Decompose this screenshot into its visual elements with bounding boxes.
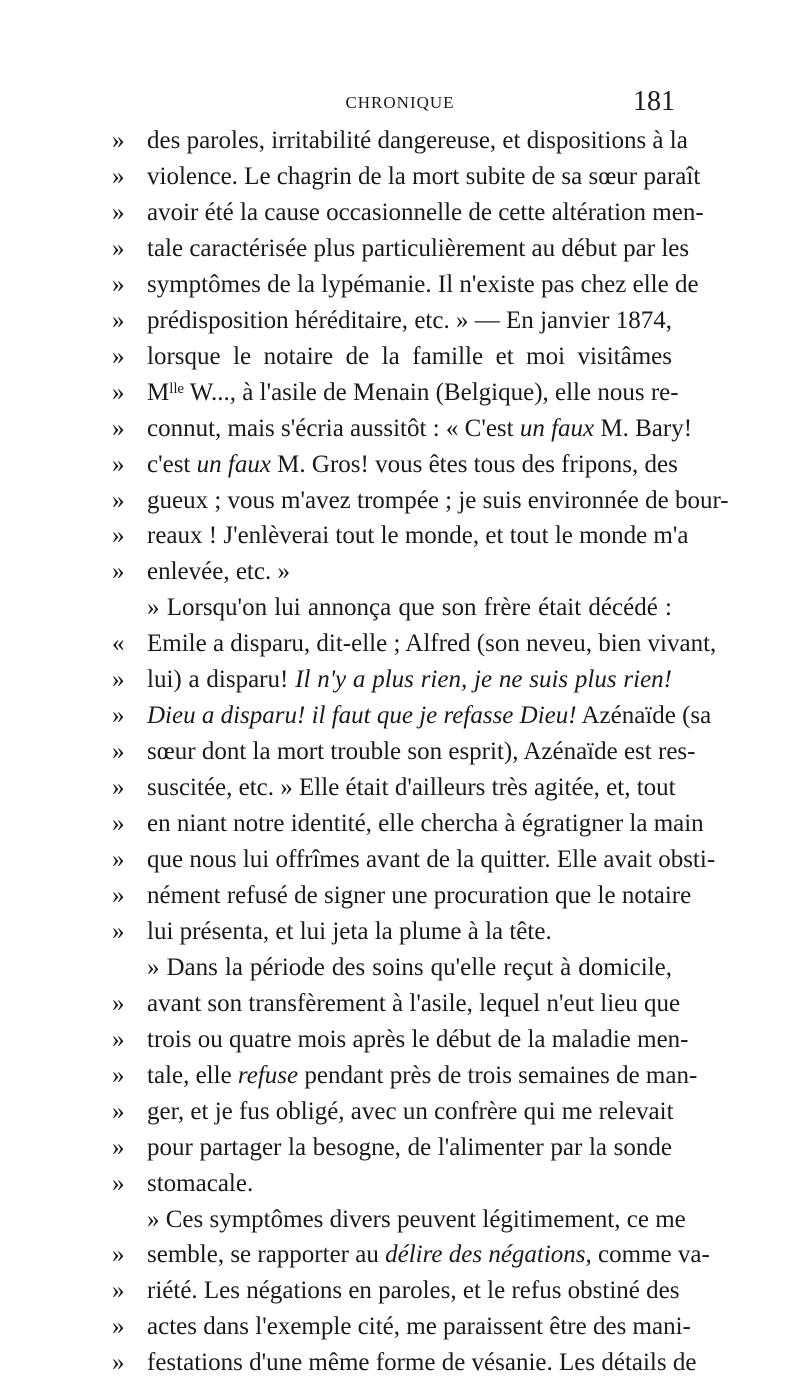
line-text bbox=[147, 1346, 696, 1380]
line-text bbox=[147, 412, 692, 446]
line-text bbox=[147, 735, 695, 769]
text-run: prédisposition héréditaire, etc. » — En janvier 1874, bbox=[147, 306, 672, 334]
text-line bbox=[112, 879, 692, 913]
text-line bbox=[112, 340, 672, 374]
text-line bbox=[112, 232, 690, 266]
running-header: CHRONIQUE bbox=[345, 93, 455, 112]
text-run: stomacale. bbox=[147, 1169, 254, 1197]
quote-marker: » bbox=[112, 378, 125, 406]
quote-marker: » bbox=[112, 1313, 125, 1341]
quote-marker: » bbox=[112, 1277, 125, 1305]
text-line bbox=[112, 1023, 689, 1057]
text-run: c'est bbox=[147, 450, 197, 478]
text-run: avant son transfèrement à l'asile, lequel n'eut lieu que bbox=[147, 989, 681, 1017]
text-run: actes dans l'exemple cité, me paraissent être des mani- bbox=[147, 1313, 691, 1341]
italic-run: Il n'y a plus rien, je ne suis plus rien! bbox=[295, 666, 672, 694]
line-text bbox=[147, 663, 672, 697]
italic-run: refuse bbox=[237, 1061, 299, 1089]
quote-marker: » bbox=[112, 738, 125, 766]
text-run: enlevée, etc. » bbox=[147, 558, 290, 586]
quote-marker: » bbox=[112, 342, 125, 370]
line-text bbox=[147, 987, 680, 1021]
text-run: violence. Le chagrin de la mort subite de sa sœur paraît bbox=[147, 162, 701, 190]
quote-marker: » bbox=[112, 127, 125, 154]
quote-marker: » bbox=[112, 1241, 125, 1269]
text-line bbox=[112, 771, 676, 805]
quote-marker: » bbox=[112, 1061, 125, 1089]
line-text bbox=[147, 699, 711, 733]
text-line bbox=[112, 1059, 698, 1093]
text-run: » Dans la période des soins qu'elle reçut à domicile, bbox=[147, 953, 672, 981]
quote-marker: » bbox=[112, 522, 125, 550]
text-run: que nous lui offrîmes avant de la quitter. Elle avait obsti- bbox=[147, 846, 716, 873]
text-line bbox=[112, 268, 699, 302]
text-run: tale caractérisée plus particulièrement au début par les bbox=[147, 234, 690, 262]
line-text bbox=[147, 160, 700, 194]
italic-run: un faux bbox=[519, 414, 595, 442]
line-text bbox=[147, 915, 672, 949]
line-text bbox=[147, 555, 672, 589]
text-line bbox=[112, 555, 672, 589]
quote-marker: » bbox=[112, 414, 125, 442]
text-line bbox=[112, 519, 689, 553]
text-run: Azénaïde (sa bbox=[576, 702, 712, 730]
text-run: sœur dont la mort trouble son esprit), Azénaïde est res- bbox=[147, 738, 696, 766]
quote-marker: » bbox=[112, 198, 125, 226]
text-line bbox=[112, 699, 712, 733]
quote-marker: » bbox=[112, 666, 125, 694]
text-run: suscitée, etc. » Elle était d'ailleurs très agitée, et, tout bbox=[147, 774, 676, 802]
italic-run: délire des négations bbox=[385, 1241, 586, 1269]
text-run: pour partager la besogne, de l'alimenter par la sonde bbox=[147, 1133, 672, 1161]
line-text bbox=[147, 232, 689, 266]
line-text bbox=[147, 340, 672, 374]
italic-run: un faux bbox=[196, 450, 271, 478]
text-line bbox=[112, 1310, 691, 1344]
text-run: » Ces symptômes divers peuvent légitimement, ce me bbox=[147, 1205, 686, 1233]
text-run: connut, mais s'écria aussitôt : « C'est bbox=[147, 414, 520, 442]
text-run: tale, elle bbox=[147, 1061, 238, 1089]
text-run: avoir été la cause occasionnelle de cette altération men- bbox=[147, 198, 704, 226]
text-run: reaux ! J'enlèverai tout le monde, et tout le monde m'a bbox=[147, 522, 689, 550]
text-line bbox=[112, 735, 696, 769]
text-run: ger, et je fus obligé, avec un confrère qui me relevait bbox=[147, 1097, 674, 1125]
quote-marker: » bbox=[112, 846, 125, 873]
text-line bbox=[112, 1238, 710, 1272]
quote-marker: » bbox=[112, 162, 125, 190]
quote-marker: » bbox=[112, 774, 125, 802]
quote-marker: » bbox=[112, 306, 125, 334]
text-line bbox=[112, 1167, 672, 1201]
line-text bbox=[147, 484, 729, 518]
text-run: des paroles, irritabilité dangereuse, et dispositions à la bbox=[147, 127, 688, 154]
quote-marker: » bbox=[112, 810, 125, 838]
text-line bbox=[112, 304, 672, 338]
text-run: pendant près de trois semaines de man- bbox=[298, 1061, 698, 1089]
text-line bbox=[112, 448, 678, 482]
text-run: » Lorsqu'on lui annonça que son frère était décédé : bbox=[147, 594, 672, 622]
text-run: trois ou quatre mois après le début de la maladie men- bbox=[147, 1025, 689, 1053]
quote-marker: « bbox=[112, 630, 125, 658]
quote-marker: » bbox=[112, 1097, 125, 1125]
quote-marker: » bbox=[112, 1349, 125, 1377]
line-text bbox=[147, 268, 699, 302]
text-run: en niant notre identité, elle chercha à égratigner la main bbox=[147, 810, 704, 838]
line-text bbox=[147, 1238, 710, 1272]
text-line bbox=[112, 843, 716, 877]
text-line bbox=[112, 915, 672, 949]
quote-marker: » bbox=[112, 881, 125, 909]
text-line bbox=[112, 124, 688, 158]
line-text bbox=[147, 124, 688, 158]
text-run: lorsque le notaire de la famille et moi visitâmes bbox=[147, 342, 672, 370]
quote-marker: » bbox=[112, 917, 125, 945]
line-text bbox=[147, 843, 715, 877]
text-line bbox=[112, 1346, 697, 1380]
quote-marker: » bbox=[112, 486, 125, 514]
text-line bbox=[112, 627, 717, 661]
quote-marker: » bbox=[112, 270, 125, 298]
line-text bbox=[147, 304, 672, 338]
quote-marker: » bbox=[112, 1169, 125, 1197]
line-text bbox=[147, 1167, 672, 1201]
page-number: 181 bbox=[633, 86, 675, 117]
text-line bbox=[112, 663, 672, 697]
text-line bbox=[112, 1274, 680, 1308]
text-line bbox=[112, 1203, 686, 1237]
text-run: symptômes de la lypémanie. Il n'existe pas chez elle de bbox=[147, 270, 699, 298]
line-text bbox=[147, 1310, 691, 1344]
text-run: semble, se rapporter au bbox=[147, 1241, 386, 1269]
text-run: , comme va- bbox=[585, 1241, 710, 1269]
text-line bbox=[112, 591, 672, 625]
text-line bbox=[112, 951, 672, 985]
quote-marker: » bbox=[112, 450, 125, 478]
line-text bbox=[147, 951, 672, 985]
text-line bbox=[112, 1095, 672, 1129]
line-text bbox=[147, 627, 716, 661]
line-text bbox=[147, 376, 679, 410]
text-line bbox=[112, 196, 704, 230]
quote-marker: » bbox=[112, 1133, 125, 1161]
line-text bbox=[147, 879, 691, 913]
text-run: riété. Les négations en paroles, et le refus obstiné des bbox=[147, 1277, 680, 1305]
line-text bbox=[147, 519, 688, 553]
line-text bbox=[147, 771, 676, 805]
line-text bbox=[147, 1274, 679, 1308]
line-text bbox=[147, 448, 678, 482]
text-line bbox=[112, 412, 693, 446]
line-text bbox=[147, 807, 704, 841]
text-line bbox=[112, 807, 704, 841]
quote-marker: » bbox=[112, 558, 125, 586]
text-run: M. Gros! vous êtes tous des fripons, des bbox=[270, 450, 678, 478]
text-run: Emile a disparu, dit-elle ; Alfred (son neveu, bien vivant, bbox=[147, 630, 717, 658]
italic-run: Dieu a disparu! il faut que je refasse Dieu! bbox=[147, 702, 577, 730]
text-run: M. Bary! bbox=[594, 414, 693, 442]
text-run: nément refusé de signer une procuration que le notaire bbox=[147, 881, 692, 909]
quote-marker: » bbox=[112, 702, 125, 730]
text-run: lui présenta, et lui jeta la plume à la tête. bbox=[147, 917, 552, 945]
text-line bbox=[112, 160, 701, 194]
quote-marker: » bbox=[112, 989, 125, 1017]
text-line bbox=[112, 987, 681, 1021]
line-text bbox=[147, 196, 704, 230]
text-line bbox=[112, 484, 729, 518]
line-text bbox=[147, 1203, 686, 1237]
text-line bbox=[112, 1131, 672, 1165]
line-text bbox=[147, 1131, 672, 1165]
line-text bbox=[147, 1023, 689, 1057]
text-run: festations d'une même forme de vésanie. Les détails de bbox=[147, 1349, 697, 1377]
quote-marker: » bbox=[112, 1025, 125, 1053]
quote-marker: » bbox=[112, 234, 125, 262]
line-text bbox=[147, 1059, 697, 1093]
line-text bbox=[147, 591, 672, 625]
line-text bbox=[147, 1095, 674, 1129]
text-line bbox=[112, 376, 679, 410]
text-run: gueux ; vous m'avez trompée ; je suis environnée de bour- bbox=[147, 486, 729, 514]
text-run: lui) a disparu! bbox=[147, 666, 296, 694]
text-run: Mˡˡᵉ W..., à l'asile de Menain (Belgique), elle nous re- bbox=[147, 378, 679, 406]
